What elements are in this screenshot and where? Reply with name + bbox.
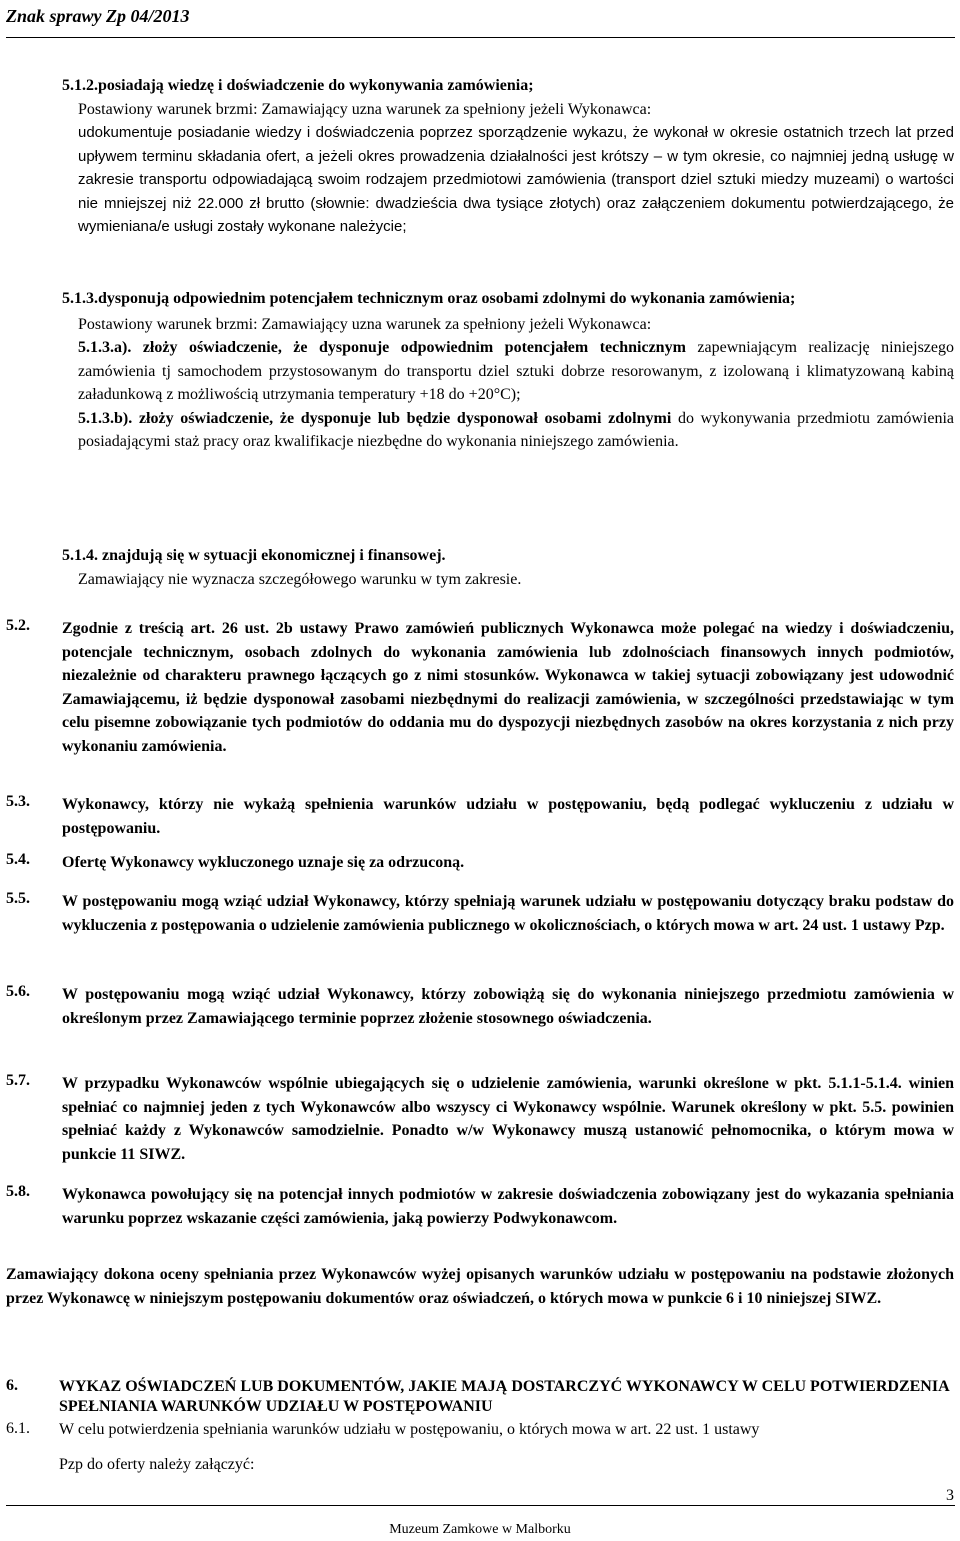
condition-intro: Postawiony warunek brzmi: Zamawiający uzna warunek za spełniony jeżeli Wykonawca: (78, 315, 652, 333)
section-number: 5.4. (6, 851, 30, 868)
header-rule (6, 37, 955, 38)
section-5-8-text: Wykonawca powołujący się na potencjał innych podmiotów w zakresie doświadczenia zobowiązany jest do wykazania spełniania warunku poprzez wskazanie części zamówienia, jaką powierzy Podwykonawcom. (62, 1186, 954, 1227)
page-number: 3 (946, 1487, 954, 1504)
condition-intro: Postawiony warunek brzmi: Zamawiający uzna warunek za spełniony jeżeli Wykonawca: (78, 100, 652, 118)
section-number: 5.5. (6, 890, 30, 907)
section-5-5-text: W postępowaniu mogą wziąć udział Wykonawcy, którzy spełniają warunek udziału w postępowaniu dotyczący braku podstaw do wykluczenia z postępowania o udzielenie zamówienia publicznego w okolicznościach, o których mowa w art. 24 ust. 1 ustawy Pzp. (62, 893, 954, 934)
section-number: 5.1.3. (62, 290, 98, 307)
condition-b-bold: złoży oświadczenie, że dysponuje lub będzie dysponował osobami zdolnymi (138, 409, 672, 427)
footer-rule (6, 1505, 955, 1506)
section-number: 6.1. (6, 1420, 30, 1437)
section-number: 5.3. (6, 793, 30, 810)
section-6-1-text: W celu potwierdzenia spełniania warunków udziału w postępowaniu, o których mowa w art. 22 ust. 1 ustawy (59, 1421, 760, 1438)
section-5-1-2 (62, 74, 954, 239)
condition-a-text: zapewniającym realizację niniejszego zamówienia tj samochodem przystosowanym do transportu dziel sztuki dobrze resorowanym, z izolowaną i klimatyzowaną kabiną załadunkową z możliwością utrzymania temperatury +18 do +20°C); (78, 339, 954, 403)
section-5-1-3-heading (62, 287, 954, 311)
condition-b-text: do wykonywania przedmiotu zamówienia posiadającymi staż pracy oraz kwalifikacje niezbędne do wykonania niniejszego zamówienia. (78, 409, 954, 450)
section-5-1-4-heading (62, 544, 954, 568)
section-5-7-text: W przypadku Wykonawców wspólnie ubiegających się o udzielenie zamówienia, warunki określone w pkt. 5.1.1-5.1.4. winien spełniać co najmniej jeden z tych Wykonawców albo wszyscy ci Wykonawcy wspólnie. Warunek określony w pkt. 5.5. powinien spełniać każdy z Wykonawców samodzielnie. Ponadto w/w Wykonawcy muszą ustanowić pełnomocnika, o którym mowa w punkcie 11 SIWZ. (62, 1075, 954, 1163)
footer-institution: Muzeum Zamkowe w Malborku (389, 1522, 571, 1537)
section-title: znajdują się w sytuacji ekonomicznej i finansowej. (102, 547, 446, 564)
section-5-6-text: W postępowaniu mogą wziąć udział Wykonawcy, którzy zobowiążą się do wykonania niniejszego przedmiotu zamówienia w określonym przez Zamawiającego terminie poprzez złożenie stosownego oświadczenia. (62, 986, 954, 1027)
section-6-title: WYKAZ OŚWIADCZEŃ LUB DOKUMENTÓW, JAKIE MAJĄ DOSTARCZYĆ WYKONAWCY W CELU POTWIERDZENIA SPEŁNIANIA WARUNKÓW UDZIAŁU W POSTĘPOWANIU (59, 1378, 949, 1415)
section-number: 5.8. (6, 1183, 30, 1200)
item-number: 5.1.3.a). (78, 339, 132, 356)
condition-a-bold: złoży oświadczenie, że dysponuje odpowiednim potencjałem technicznym (142, 339, 686, 356)
section-number: 5.1.4. (62, 547, 98, 564)
condition-b (78, 407, 954, 454)
section-title: posiadają wiedzę i doświadczenie do wykonywania zamówienia; (98, 77, 534, 94)
section-6-1-continuation: Pzp do oferty należy załączyć: (59, 1456, 255, 1473)
case-number-header: Znak sprawy Zp 04/2013 (6, 6, 190, 26)
condition-body: udokumentuje posiadanie wiedzy i doświadczenia poprzez sporządzenie wykazu, że wykonał w okresie ostatnich trzech lat przed upływem terminu składania ofert, a jeżeli okres prowadzenia działalności jest krótszy – w tym okresie, co najmniej jedną usługę w zakresie transportu odpowiadającą swoim rodzajem przedmiotowi zamówienia (transport dziel sztuki miedzy muzeami) o wartości nie mniejszej niż 22.000 zł brutto (słownie: dwadzieścia dwa tysiące złotych) oraz załączeniem dokumentu potwierdzającego, że wymieniana/e usługi zostały wykonane należycie; (78, 124, 954, 235)
section-5-3-text: Wykonawcy, którzy nie wykażą spełnienia warunków udziału w postępowaniu, będą podlegać wykluczeniu z udziału w postępowaniu. (62, 796, 954, 837)
section-number: 5.2. (6, 617, 30, 634)
section-5-1-2-heading (62, 74, 954, 98)
section-number: 5.6. (6, 983, 30, 1000)
section-5-1-4 (62, 544, 954, 591)
section-5-4-text: Ofertę Wykonawcy wykluczonego uznaje się za odrzuconą. (62, 854, 465, 871)
section-5-2-text: Zgodnie z treścią art. 26 ust. 2b ustawy Prawo zamówień publicznych Wykonawca może polegać na wiedzy i doświadczeniu, potencjale technicznym, osobach zdolnych do wykonania zamówienia lub zdolnościach finansowych innych podmiotów, niezależnie od charakteru prawnego łączących go z nimi stosunków. Wykonawca w takiej sytuacji zobowiązany jest udowodnić Zamawiającemu, iż będzie dysponował zasobami niezbędnymi do realizacji zamówienia, w szczególności przedstawiając w tym celu pisemne zobowiązanie tych podmiotów do oddania mu do dyspozycji niezbędnych zasobów na okres korzystania z nich przy wykonaniu zamówienia. (62, 620, 954, 755)
section-number: 5.1.2. (62, 77, 98, 94)
condition-a (78, 336, 954, 407)
closing-paragraph: Zamawiający dokona oceny spełniania przez Wykonawców wyżej opisanych warunków udziału w postępowaniu na podstawie złożonych przez Wykonawcę w niniejszym postępowaniu dokumentów oraz oświadczeń, o których mowa w punkcie 6 i 10 niniejszej SIWZ. (6, 1266, 954, 1307)
section-number: 6. (6, 1377, 18, 1394)
section-title: dysponują odpowiednim potencjałem technicznym oraz osobami zdolnymi do wykonania zamówienia; (98, 290, 796, 307)
section-5-1-3 (62, 287, 954, 454)
item-number: 5.1.3.b). (78, 409, 133, 427)
section-number: 5.7. (6, 1072, 30, 1089)
condition-intro: Zamawiający nie wyznacza szczegółowego warunku w tym zakresie. (78, 570, 522, 588)
